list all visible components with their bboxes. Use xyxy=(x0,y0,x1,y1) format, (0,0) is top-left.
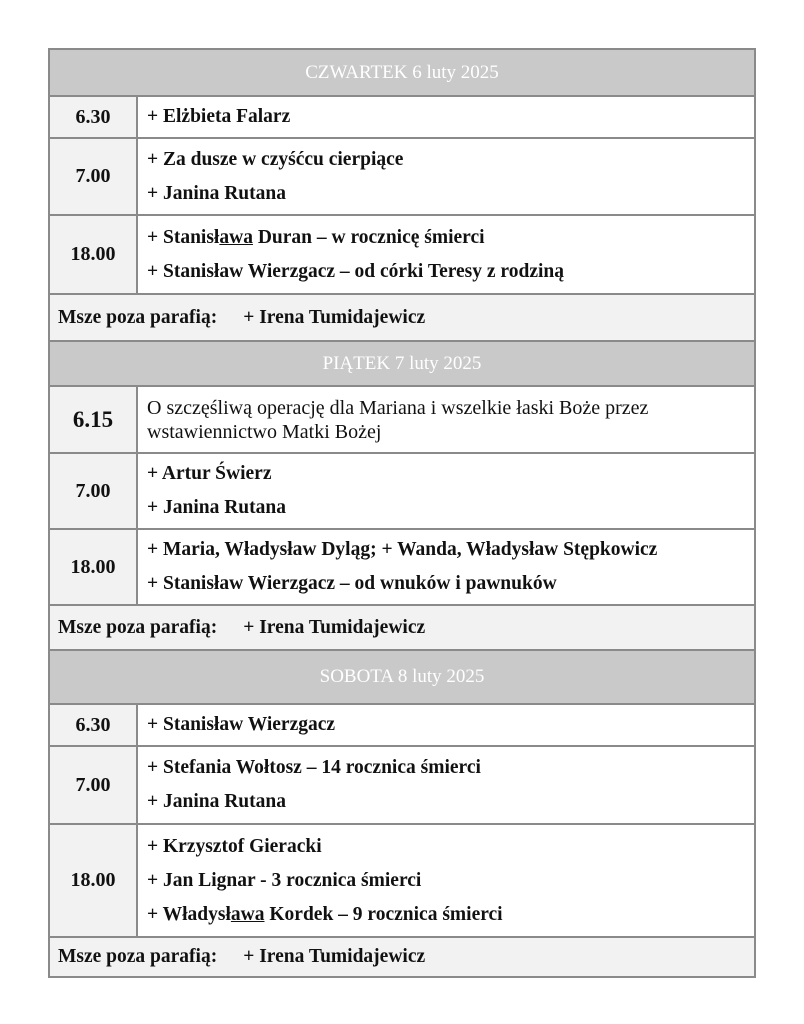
intention-line: + Jan Lignar - 3 rocznica śmierci xyxy=(147,869,422,891)
outside-parish-row xyxy=(50,936,754,976)
intention-line: + Stanisław Wierzgacz – od wnuków i pawnuków xyxy=(147,573,557,594)
intention-line: + Krzysztof Gieracki xyxy=(147,835,322,857)
intention-underlined: awa xyxy=(230,903,265,925)
mass-row xyxy=(50,214,754,293)
outside-parish-row xyxy=(50,293,754,340)
intention-line: + Maria, Władysław Dyląg; + Wanda, Władysław Stępkowicz xyxy=(147,539,658,560)
mass-row xyxy=(50,385,754,452)
mass-time: 7.00 xyxy=(50,139,138,214)
mass-time: 6.30 xyxy=(50,705,138,745)
mass-row xyxy=(50,95,754,137)
mass-time: 18.00 xyxy=(50,216,138,293)
intention-text: + Władysł xyxy=(147,903,231,925)
intention-line: + Janina Rutana xyxy=(147,497,286,518)
mass-intentions xyxy=(138,139,754,214)
mass-intentions xyxy=(138,825,754,936)
day-header: PIĄTEK 7 luty 2025 xyxy=(50,340,754,385)
intention-line xyxy=(147,898,745,932)
outside-parish-label: Msze poza parafią: xyxy=(58,616,218,638)
mass-row xyxy=(50,528,754,604)
intention-line: + Stefania Wołtosz – 14 rocznica śmierci xyxy=(147,757,481,778)
mass-time: 7.00 xyxy=(50,747,138,823)
mass-time: 18.00 xyxy=(50,530,138,604)
mass-intentions xyxy=(138,530,754,604)
intention-underlined: awa xyxy=(219,226,253,248)
outside-parish-intention: + Irena Tumidajewicz xyxy=(243,306,426,328)
intention-text: Kordek – 9 rocznica śmierci xyxy=(264,903,503,925)
mass-intentions xyxy=(138,387,754,452)
intention-text: Duran – w rocznicę śmierci xyxy=(252,226,485,248)
outside-parish-label: Msze poza parafią: xyxy=(58,306,218,328)
mass-time: 18.00 xyxy=(50,825,138,936)
mass-row xyxy=(50,823,754,936)
intention-line: + Za dusze w czyśćcu cierpiące xyxy=(147,148,404,170)
day-header: CZWARTEK 6 luty 2025 xyxy=(50,50,754,95)
intention-line: + Stanisław Wierzgacz xyxy=(147,714,336,735)
outside-parish-intention: + Irena Tumidajewicz xyxy=(243,946,426,967)
intention-line xyxy=(147,221,745,255)
mass-schedule-table xyxy=(48,48,756,978)
mass-intentions xyxy=(138,97,754,137)
mass-row xyxy=(50,137,754,214)
intention-line: + Elżbieta Falarz xyxy=(147,106,291,127)
mass-time: 7.00 xyxy=(50,454,138,528)
mass-intentions xyxy=(138,747,754,823)
intention-line: + Artur Świerz xyxy=(147,463,272,484)
mass-row xyxy=(50,452,754,528)
intention-line: + Stanisław Wierzgacz – od córki Teresy z rodziną xyxy=(147,260,564,282)
outside-parish-label: Msze poza parafią: xyxy=(58,946,218,967)
mass-time: 6.15 xyxy=(50,387,138,452)
intention-line: O szczęśliwą operację dla Mariana i wszelkie łaski Boże przez wstawiennictwo Matki Bożej xyxy=(147,396,649,443)
intention-text: + Stanisł xyxy=(147,226,220,248)
intention-line: + Janina Rutana xyxy=(147,182,286,204)
mass-row xyxy=(50,745,754,823)
outside-parish-row xyxy=(50,604,754,649)
day-header: SOBOTA 8 luty 2025 xyxy=(50,649,754,703)
outside-parish-intention: + Irena Tumidajewicz xyxy=(243,616,426,638)
mass-intentions xyxy=(138,705,754,745)
mass-time: 6.30 xyxy=(50,97,138,137)
mass-intentions xyxy=(138,216,754,293)
mass-intentions xyxy=(138,454,754,528)
intention-line: + Janina Rutana xyxy=(147,791,286,812)
mass-row xyxy=(50,703,754,745)
